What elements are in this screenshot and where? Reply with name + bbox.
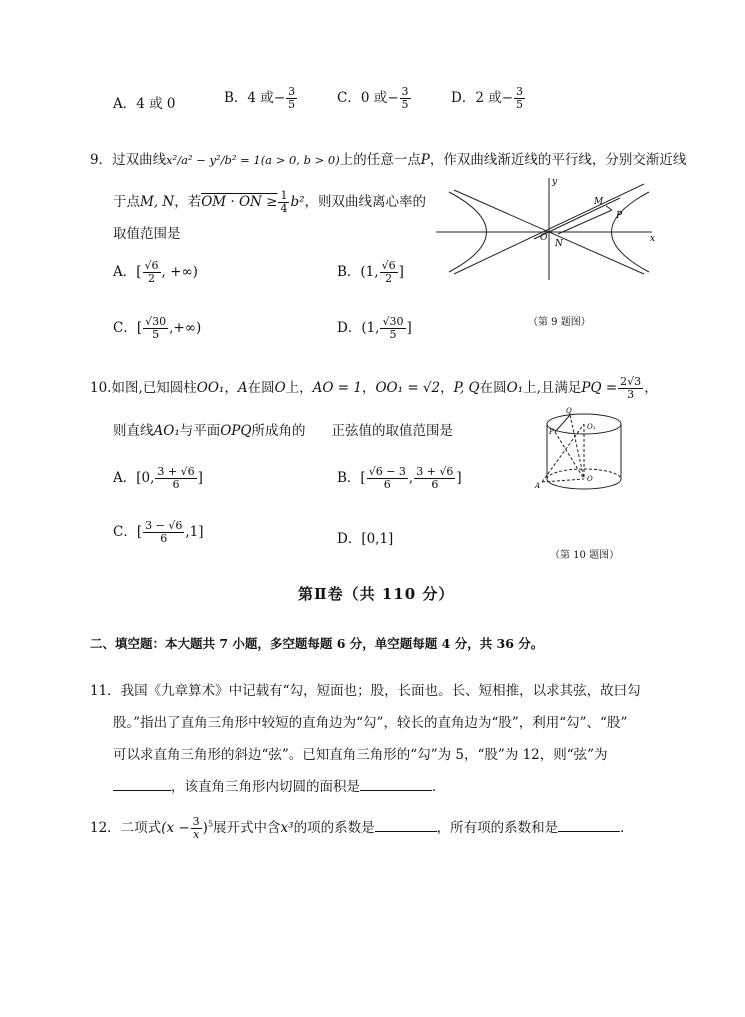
q10-line1 — [90, 376, 658, 401]
q10-b-label: B．[ — [337, 470, 366, 486]
q10-label-p: P — [549, 428, 554, 436]
q11-text-b: ，该直角三角形内切圆的面积是 — [171, 779, 360, 795]
q9-text-f: ，则双曲线离心率的 — [304, 194, 427, 210]
q11-line1: 11．我国《九章算术》中记载有“勾，短面也；股，长面也。长、短相推，以求其弦，故曰勾 — [90, 683, 641, 699]
q8-c-num: 3 — [401, 85, 409, 98]
q8-b-num: 3 — [288, 85, 296, 98]
q10-text-j: 正弦值的取值范围是 — [331, 423, 453, 439]
q9-number: 9． — [90, 152, 113, 168]
q10-comma-3: ， — [644, 380, 658, 396]
q9-d-label: D．(1, — [337, 320, 380, 336]
q8-d-num: 3 — [516, 85, 524, 98]
q9-quarter — [278, 190, 289, 215]
q10-opq: OPQ — [220, 423, 252, 439]
q9-point-p: P — [420, 152, 430, 168]
q10-text-f: 上,且满足 — [523, 380, 582, 396]
q11-line4 — [113, 775, 446, 795]
q9-label-p: P — [616, 211, 623, 221]
q8-b-prefix: B．4 或 — [224, 90, 274, 106]
q9-c-frac — [143, 316, 168, 341]
q12-expr-den: x — [193, 828, 200, 841]
q12-blank-1[interactable] — [375, 818, 437, 832]
part2-title: 第Ⅱ卷（共 110 分） — [298, 585, 455, 603]
q10-ao1: AO₁ — [153, 423, 180, 439]
q9-line3: 取值范围是 — [113, 226, 181, 242]
q8-option-a: A．4 或 0 — [113, 96, 176, 112]
q9-dot-rhs: b² — [290, 194, 305, 210]
q12-blank-2[interactable] — [558, 818, 620, 832]
q10-c-num: 3 − √6 — [145, 519, 183, 532]
q10-line2 — [113, 419, 453, 439]
q12-expr-num: 3 — [192, 815, 200, 828]
q9-line1 — [90, 148, 686, 168]
q12-expr-exp: 5 — [207, 819, 214, 829]
q8-b-minus: − — [273, 90, 286, 106]
q9-b-den: 2 — [385, 272, 393, 285]
q12-mid2: 的项的系数是 — [293, 820, 375, 836]
q9-label-x: x — [650, 234, 656, 244]
q8-d-minus: − — [501, 90, 514, 106]
part2-instructions: 二、填空题：本大题共 7 小题，多空题每题 6 分，单空题每题 4 分，共 36 分。 — [90, 636, 544, 651]
q9-quarter-num: 1 — [280, 189, 288, 202]
q9-d-den: 5 — [389, 328, 397, 341]
q9-d-frac — [380, 316, 405, 341]
q9-option-d — [337, 316, 412, 341]
q9-a-label: A．[ — [113, 264, 142, 280]
q8-c-prefix: C．0 或 — [337, 90, 388, 106]
q9-d-num: √30 — [382, 315, 404, 328]
q9-curve-eq: x²/a² − y²/b² = 1(a > 0, b > 0) — [166, 153, 340, 167]
q9-c-tail: ,+∞) — [169, 320, 202, 336]
q8-c-den: 5 — [401, 98, 409, 111]
q12-line — [90, 816, 634, 841]
q8-d-prefix: D．2 或 — [451, 90, 502, 106]
q10-b-tail: ] — [456, 470, 462, 486]
q9-pn-segment — [558, 210, 612, 234]
q9-text-d: 于点 — [113, 194, 140, 210]
q12-prefix: 12．二项式 — [90, 820, 162, 836]
q9-option-b — [337, 260, 404, 285]
q10-option-d: D．[0,1] — [337, 531, 394, 547]
q8-d-den: 5 — [516, 98, 524, 111]
q10-label-q: Q — [566, 407, 572, 415]
q12-end: ． — [620, 820, 634, 836]
q9-b-num: √6 — [381, 259, 396, 272]
q11-blank-1[interactable] — [113, 777, 171, 791]
q10-a-tail: ] — [197, 470, 203, 486]
q10-text-d: 上， — [285, 380, 313, 396]
q10-text-c: 在圆 — [247, 380, 275, 396]
q10-pq: P, Q — [453, 380, 480, 396]
q10-option-c — [113, 520, 203, 545]
q10-text-e: 在圆 — [479, 380, 507, 396]
q9-label-n: N — [555, 239, 563, 249]
q8-b-den: 5 — [288, 98, 296, 111]
q10-number: 10. — [90, 380, 112, 396]
q9-b-tail: ] — [398, 264, 404, 280]
q9-pm-segment — [606, 206, 612, 210]
q10-b-den1: 6 — [383, 478, 391, 491]
q8-option-d — [451, 86, 526, 111]
q12-expr-frac — [191, 816, 202, 841]
q10-label-a: A — [535, 482, 541, 490]
q11-line3: 可以求直角三角形的斜边“弦”。已知直角三角形的“勾”为 5，“股”为 12，则“弦”为 — [113, 747, 608, 763]
q8-c-minus: − — [387, 90, 399, 106]
q10-text-h: 与平面 — [179, 423, 221, 439]
q10-b-frac1 — [367, 466, 408, 491]
q10-oo1-eq: OO₁ = √2 — [375, 380, 441, 396]
q9-c-den: 5 — [152, 328, 160, 341]
q9-quarter-den: 4 — [280, 202, 288, 215]
q10-text-b: ， — [224, 380, 238, 396]
q12-expr-open: (x − — [161, 820, 190, 836]
q9-a-tail: , +∞) — [161, 264, 198, 280]
q10-c-frac — [143, 520, 184, 545]
q12-term: x³ — [280, 820, 294, 836]
q9-label-y: y — [552, 177, 558, 187]
q9-b-frac — [380, 260, 398, 285]
q10-b-num2: 3 + √6 — [416, 465, 454, 478]
q10-caption: （第 10 题图） — [550, 550, 620, 561]
q11-blank-2[interactable] — [360, 777, 432, 791]
q8-d-frac — [514, 86, 525, 111]
q9-line2 — [113, 190, 426, 215]
q10-pq-eq: PQ = — [581, 380, 618, 396]
q12-mid3: ，所有项的系数和是 — [436, 820, 559, 836]
q9-a-den: 2 — [148, 272, 156, 285]
q10-a-label: A．[0, — [113, 470, 155, 486]
q9-c-num: √30 — [145, 315, 167, 328]
q9-caption: （第 9 题图） — [528, 317, 591, 328]
q10-c-den: 6 — [160, 532, 168, 545]
q9-text-e: ，若 — [174, 194, 202, 210]
q10-text-a: 如图,已知圆柱 — [111, 380, 197, 396]
q10-pq-den: 3 — [627, 388, 635, 401]
q10-b-num1: √6 − 3 — [368, 465, 406, 478]
q9-points-mn: M, N — [140, 194, 175, 210]
q9-text-c: ，作双曲线渐近线的平行线，分别交渐近线 — [429, 152, 687, 168]
q10-ao-eq: AO = 1 — [312, 380, 362, 396]
q9-b-label: B．(1, — [337, 264, 379, 280]
q10-text-i: 所成角的 — [251, 423, 306, 439]
q10-ao — [542, 479, 584, 482]
q10-pq-frac — [618, 376, 643, 401]
q10-b-frac2 — [414, 466, 455, 491]
q10-b-den2: 6 — [431, 478, 439, 491]
q12-mid: 展开式中含 — [213, 820, 281, 836]
q11-line2: 股。”指出了直角三角形中较短的直角边为“勾”，较长的直角边为“股”，利用“勾”、“股” — [113, 715, 628, 731]
q9-text-b: 上的任意一点 — [339, 152, 421, 168]
q9-figure — [434, 172, 660, 282]
q10-a-den: 6 — [172, 478, 180, 491]
q10-label-o1: O₁ — [587, 423, 596, 431]
q10-a-num: 3 + √6 — [157, 465, 195, 478]
q9-dot-product: OM · ON ≥ — [201, 194, 278, 210]
q9-d-tail: ] — [406, 320, 412, 336]
q9-a-frac — [143, 260, 161, 285]
q10-c-tail: ,1] — [185, 524, 204, 540]
q8-option-c — [337, 86, 412, 111]
q8-b-frac — [286, 86, 297, 111]
q10-text-g: 则直线 — [113, 423, 154, 439]
q9-a-num: √6 — [144, 259, 159, 272]
q10-comma-2: ， — [440, 380, 454, 396]
q10-comma: ， — [361, 380, 376, 396]
q9-label-m: M — [594, 197, 604, 207]
q10-oo1: OO₁ — [196, 380, 225, 396]
q10-pq-num: 2√3 — [620, 375, 642, 388]
q8-option-b — [224, 86, 298, 111]
q10-a-frac — [155, 466, 196, 491]
q9-text-a: 过双曲线 — [112, 152, 167, 168]
q10-circle-o: O — [274, 380, 286, 396]
q9-c-label: C．[ — [113, 320, 143, 336]
q10-label-o: O — [587, 475, 593, 483]
q9-option-a — [113, 260, 198, 285]
q9-label-o: O — [540, 233, 548, 243]
q12-expr-close: ) — [202, 820, 208, 836]
q9-option-c — [113, 316, 201, 341]
q10-option-a — [113, 466, 203, 491]
q10-option-b: B．[ $\frac{√6 - 3}{6}$ , $\frac{3 + √6}{6}$ ] — [337, 465, 462, 491]
q10-point-a: A — [237, 380, 248, 396]
q10-circle-o1: O₁ — [506, 380, 524, 396]
q10-figure — [532, 404, 637, 504]
q8-c-frac — [400, 86, 411, 111]
q10-c-label: C．[ — [113, 524, 143, 540]
q11-end: ． — [432, 779, 446, 795]
